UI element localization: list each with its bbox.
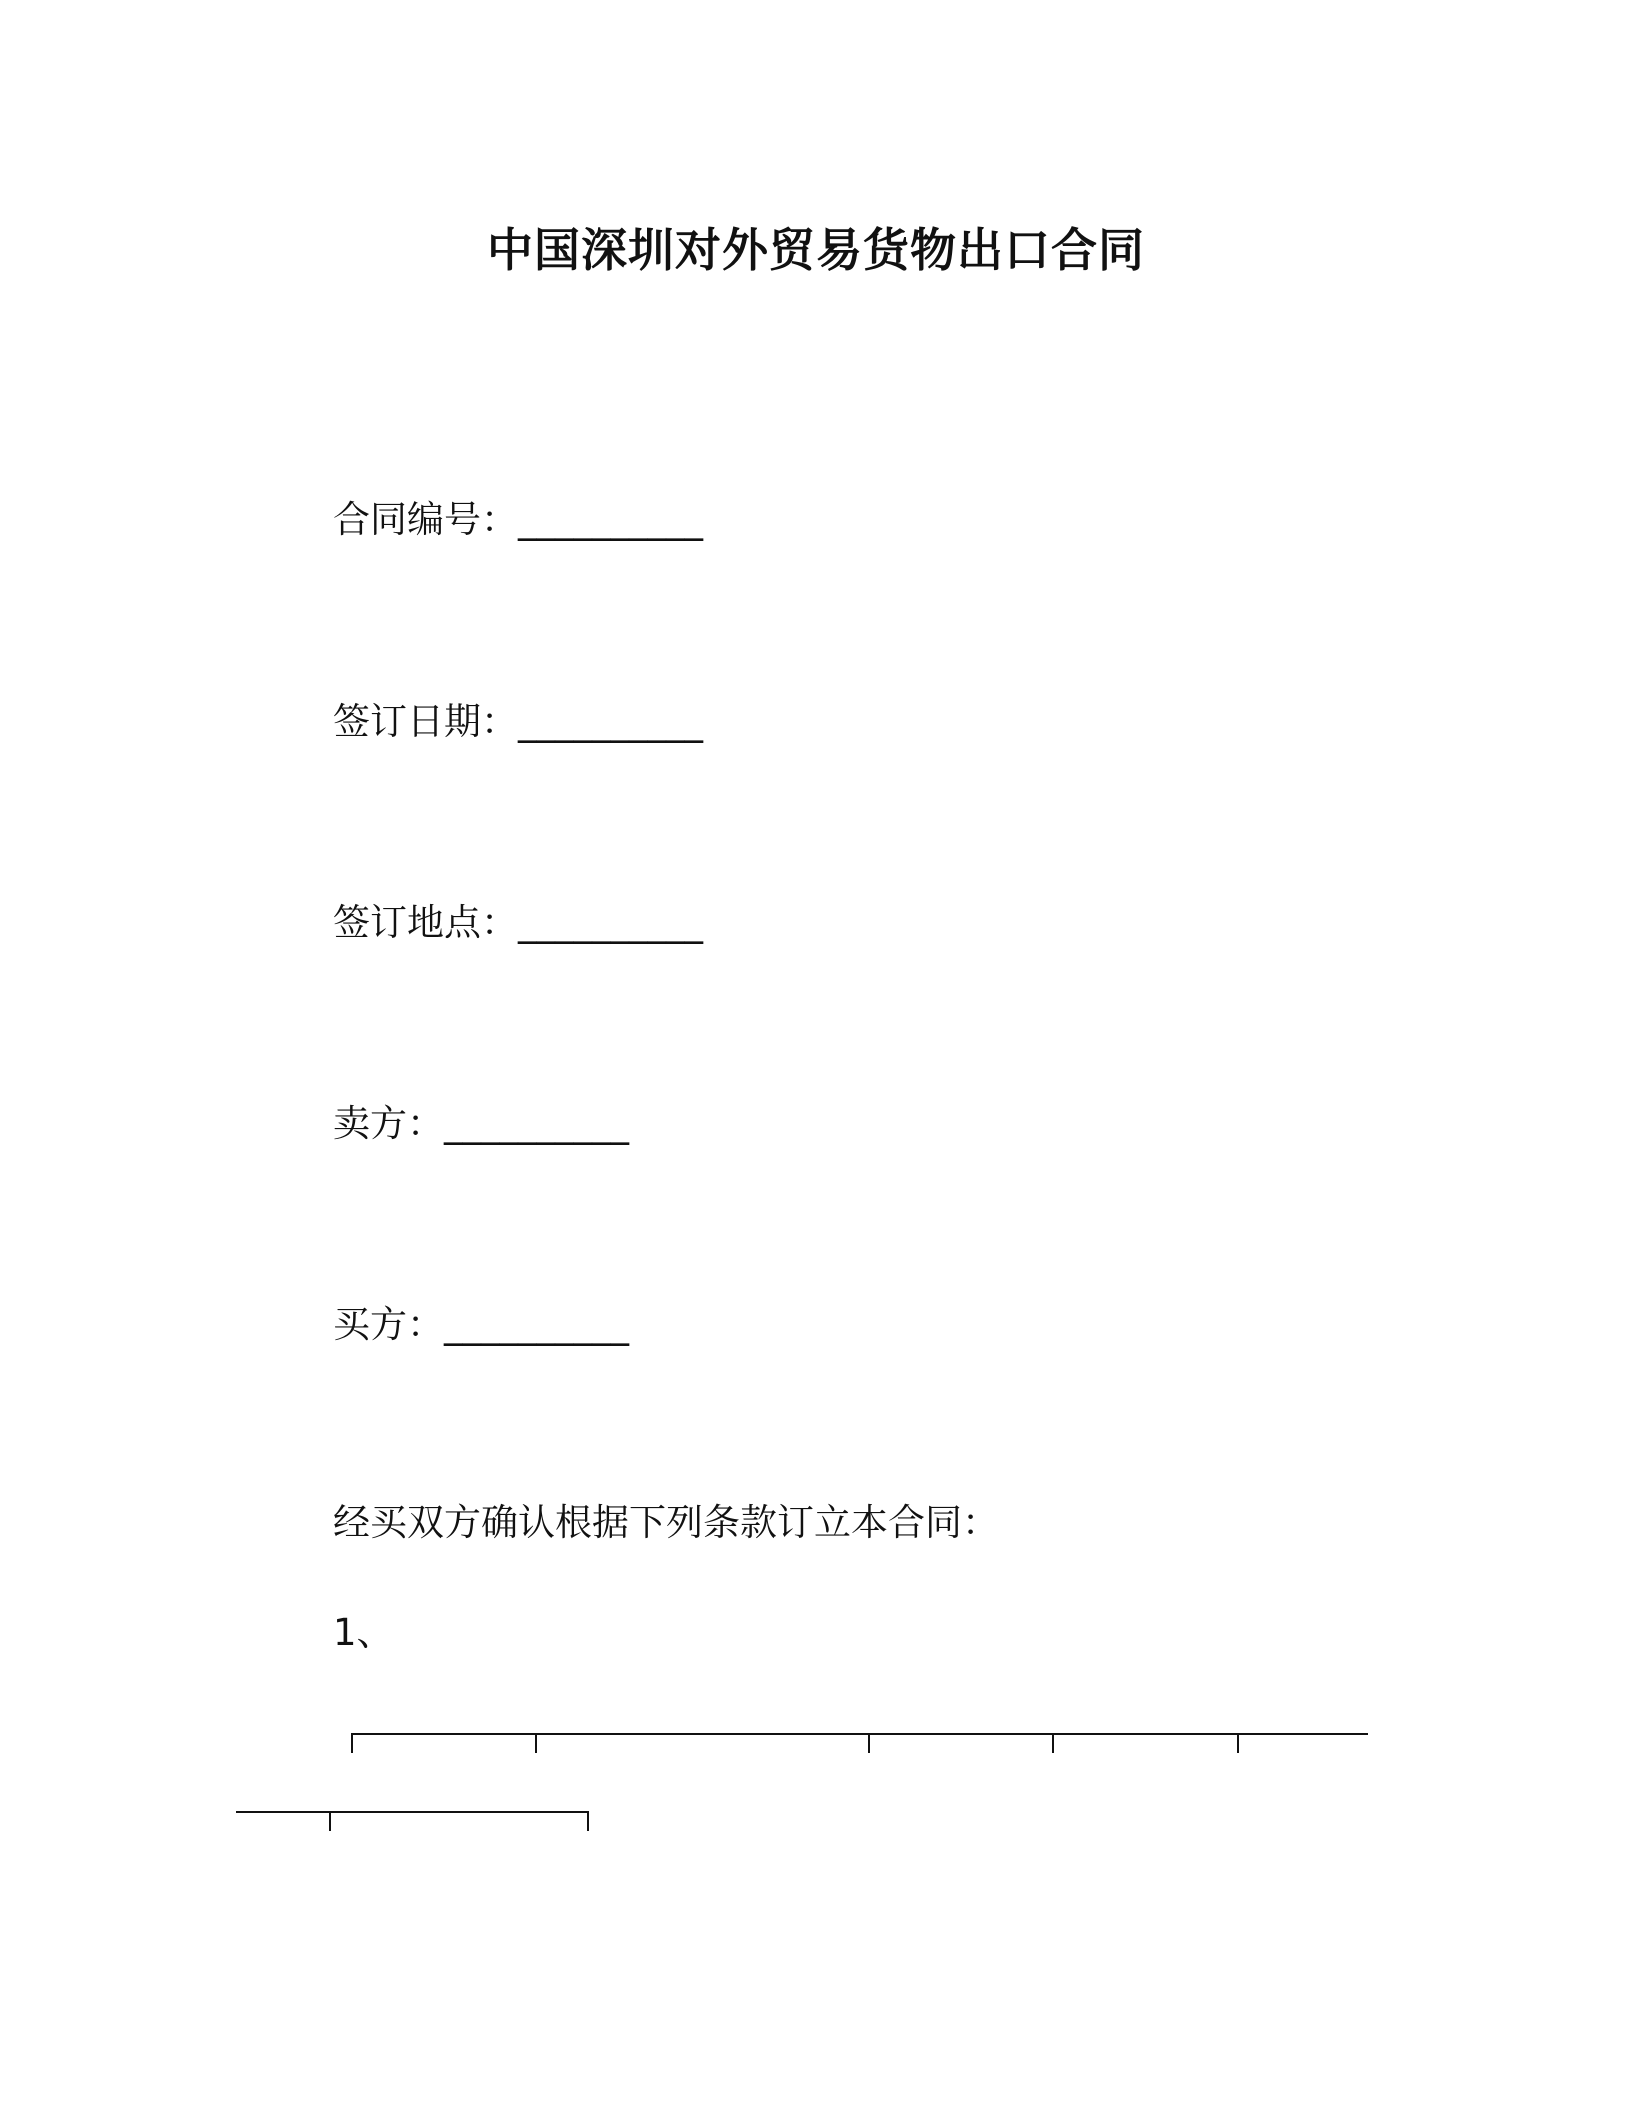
signing-place-blank: __________: [518, 901, 703, 944]
seller-blank: __________: [444, 1102, 629, 1145]
signing-date-field: [333, 697, 703, 747]
table-column-divider: [535, 1733, 537, 1753]
signing-date-blank: __________: [518, 700, 703, 743]
signing-place-field: [333, 898, 703, 948]
contract-number-blank: __________: [518, 498, 703, 541]
signing-date-label: 签订日期：: [333, 700, 518, 743]
contract-number-field: [333, 495, 703, 545]
seller-field: [333, 1099, 629, 1149]
table-column-divider: [329, 1811, 331, 1831]
agreement-intro: 经买双方确认根据下列条款订立本合同：: [333, 1501, 999, 1544]
table-column-divider: [1237, 1733, 1239, 1753]
buyer-blank: __________: [444, 1303, 629, 1346]
table-row-second-border: [236, 1811, 589, 1813]
table-column-divider: [587, 1811, 589, 1831]
seller-label: 卖方：: [333, 1102, 444, 1145]
contract-number-label: 合同编号：: [333, 498, 518, 541]
table-row-top-border: [351, 1733, 1368, 1735]
signing-place-label: 签订地点：: [333, 901, 518, 944]
table-column-divider: [868, 1733, 870, 1753]
clause-number: 1、: [333, 1611, 394, 1654]
buyer-field: [333, 1300, 629, 1350]
buyer-label: 买方：: [333, 1303, 444, 1346]
table-column-divider: [1052, 1733, 1054, 1753]
document-title: 中国深圳对外贸易货物出口合同: [487, 223, 1145, 277]
table-column-divider: [351, 1733, 353, 1753]
